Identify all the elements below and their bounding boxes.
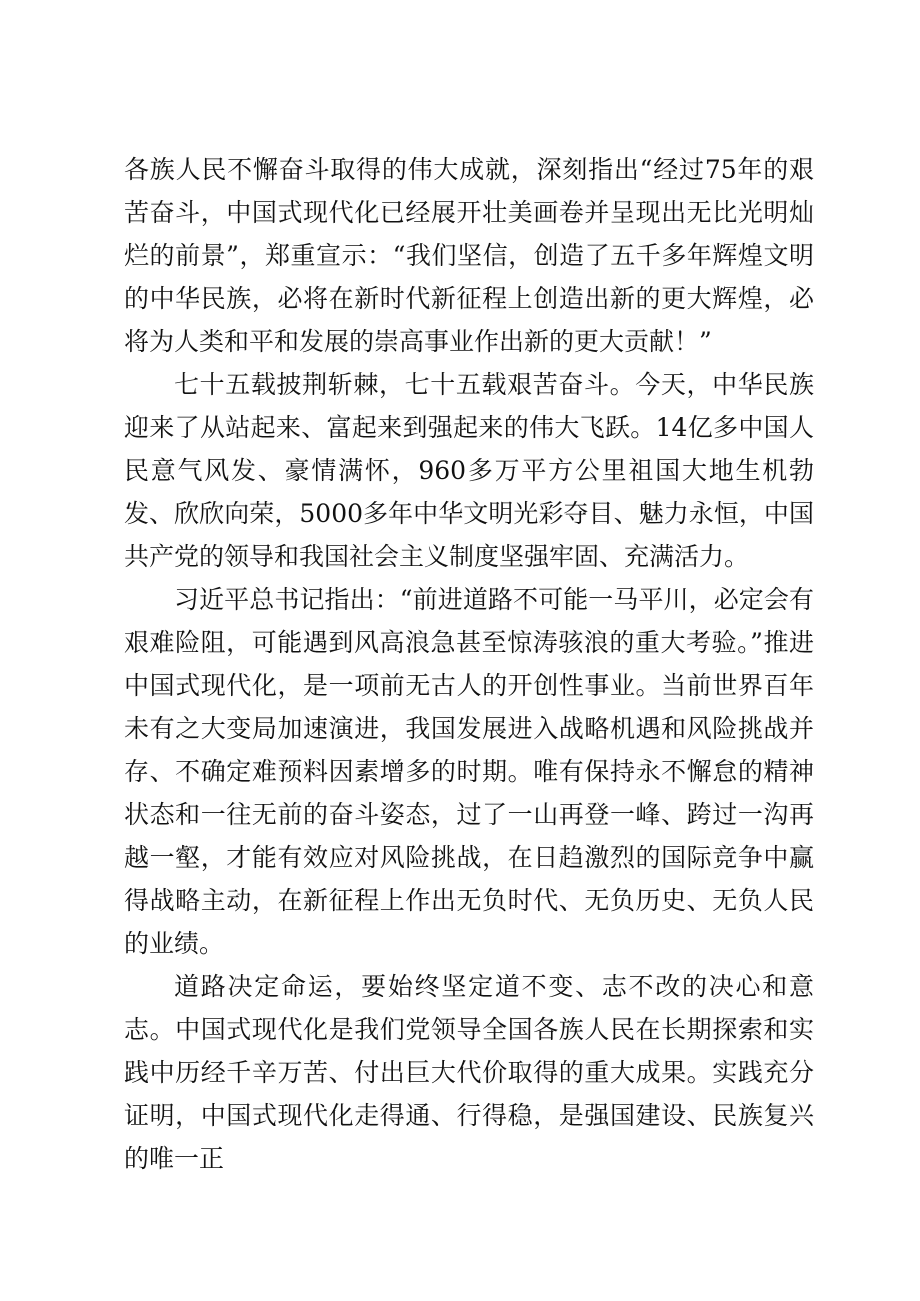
paragraph-3: 习近平总书记指出：“前进道路不可能一马平川，必定会有艰难险阻，可能遇到风高浪急甚至惊涛骇浪的重大考验。”推进中国式现代化，是一项前无古人的开创性事业。当前世界百年未有之大变局加速演进，我国发展进入战略机遇和风险挑战并存、不确定难预料因素增多的时期。唯有保持永不懈怠的精神状态和一往无前的奋斗姿态，过了一山再登一峰、跨过一沟再越一壑，才能有效应对风险挑战，在日趋激烈的国际竞争中赢得战略主动，在新征程上作出无负时代、无负历史、无负人民的业绩。	[124, 585, 814, 958]
paragraph-4: 道路决定命运，要始终坚定道不变、志不改的决心和意志。中国式现代化是我们党领导全国各族人民在长期探索和实践中历经千辛万苦、付出巨大代价取得的重大成果。实践充分证明，中国式现代化走得通、行得稳，是强国建设、民族复兴的唯一正	[124, 972, 814, 1173]
paragraph-2: 七十五载披荆斩棘，七十五载艰苦奋斗。今天，中华民族迎来了从站起来、富起来到强起来的伟大飞跃。14亿多中国人民意气风发、豪情满怀，960多万平方公里祖国大地生机勃发、欣欣向荣，5000多年中华文明光彩夺目、魅力永恒，中国共产党的领导和我国社会主义制度坚强牢固、充满活力。	[124, 370, 814, 571]
paragraph-1: 各族人民不懈奋斗取得的伟大成就，深刻指出“经过75年的艰苦奋斗，中国式现代化已经展开壮美画卷并呈现出无比光明灿烂的前景”，郑重宣示：“我们坚信，创造了五千多年辉煌文明的中华民族，必将在新时代新征程上创造出新的更大辉煌，必将为人类和平和发展的崇高事业作出新的更大贡献！”	[124, 155, 814, 356]
document-body	[124, 148, 814, 1180]
